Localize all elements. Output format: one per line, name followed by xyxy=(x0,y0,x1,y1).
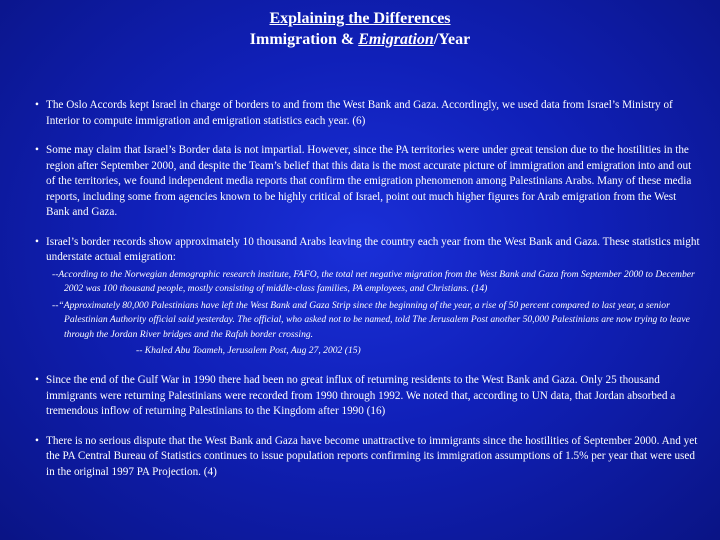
title-line-2 xyxy=(250,31,470,48)
bullet-paragraph-3 xyxy=(30,235,702,266)
bullet-paragraph-4 xyxy=(30,373,702,420)
quote-attribution: -- Khaled Abu Toameh, Jerusalem Post, Aug 27, 2002 (15) xyxy=(136,345,361,357)
bullet-paragraph-3-group xyxy=(30,235,702,360)
slide-title xyxy=(0,8,720,50)
paragraph-text: There is no serious dispute that the West Bank and Gaza have become unattractive to immigrants since the hostilities of September 2000. And yet the PA Central Bureau of Statistics continues to issue population reports confirming its immigration assumptions of 1.5% per year that were used in the original 1997 PA Projection. (4) xyxy=(46,434,698,478)
bullet-paragraph-2 xyxy=(30,143,702,221)
bullet-paragraph-5 xyxy=(30,434,702,481)
bullet-marker: • xyxy=(35,374,39,387)
bullet-marker: • xyxy=(35,235,39,248)
paragraph-text: The Oslo Accords kept Israel in charge of borders to and from the West Bank and Gaza. Accordingly, we used data from Israel’s Ministry of Interior to compute immigration and emigration statistics each year. (6) xyxy=(46,99,673,127)
title-line-1: Explaining the Differences xyxy=(269,10,451,27)
bullet-marker: • xyxy=(35,144,39,156)
title-emphasis: Emigration xyxy=(358,31,434,48)
title-line-2-prefix: Immigration & xyxy=(249,31,359,48)
bullet-marker: • xyxy=(35,99,39,111)
quote-jerusalem-post: --“Approximately 80,000 Palestinians have left the West Bank and Gaza Strip since the beginning of the year, a rise of 50 percent compared to last year, a senior Palestinian Authority official said yesterday. The official, who asked not to be named, told The Jerusalem Post another 50,000 Palestinians are now trying to leave through the Jordan River bridges and the Rafah border crossing. xyxy=(52,299,690,340)
quote-fafo: --According to the Norwegian demographic research institute, FAFO, the total net negative migration from the West Bank and Gaza from September 2000 to December 2002 was 100 thousand people, mostly consisting of middle-class families, PA employees, and Christians. (14) xyxy=(52,268,695,295)
bullet-marker: • xyxy=(35,434,39,447)
paragraph-text: Israel’s border records show approximately 10 thousand Arabs leaving the country each year from the West Bank and Gaza. These statistics might understate actual emigration: xyxy=(46,235,700,263)
slide-body xyxy=(30,98,702,480)
paragraph-text: Some may claim that Israel’s Border data is not impartial. However, since the PA territories were under great tension due to the hostilities in the region after September 2000, and despite the Team’s belief that this data is the most accurate picture of immigration and emigration into and out of the territories, we found independent media reports that confirm the emigration phenomenon among Palestinians Arabs. Many of these media reports, including some from agencies known to be highly critical of Israel, point out much higher figures for Arab emigration from the West Bank and Gaza. xyxy=(46,144,692,218)
paragraph-text: Since the end of the Gulf War in 1990 there had been no great influx of returning residents to the West Bank and Gaza. Only 25 thousand immigrants were returning Palestinians were recorded from 1990 through 1992. We noted that, according to UN data, that Jordan absorbed a tremendous inflow of returning Palestinians to the Kingdom after 1990 (16) xyxy=(46,374,676,418)
bullet-paragraph-1 xyxy=(30,98,702,129)
title-line-2-suffix: /Year xyxy=(433,31,471,48)
